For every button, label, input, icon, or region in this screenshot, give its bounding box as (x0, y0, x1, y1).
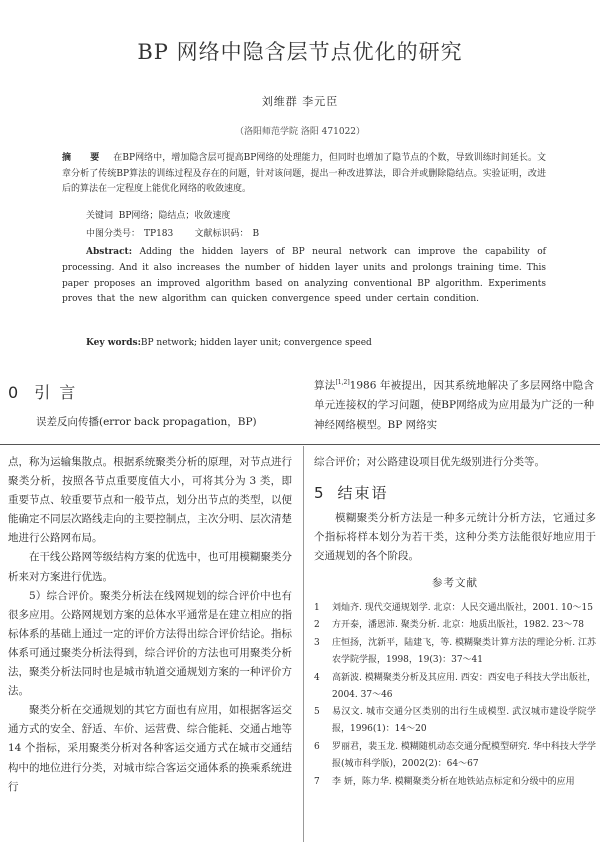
abstract-en (62, 245, 546, 308)
reference-item (314, 670, 596, 704)
section-0-right-text (314, 373, 594, 435)
keywords-zh (86, 208, 230, 221)
section-5-number: 5 (314, 484, 326, 503)
right-paragraph-1: 模糊聚类分析方法是一种多元统计分析方法，它通过多个指标将样本划分为若干类，这种分类方法能很好地应用于交通规划的各个阶段。 (314, 512, 596, 563)
right-column (314, 453, 596, 791)
keywords-en-text: BP network; hidden layer unit; convergence speed (140, 338, 372, 348)
abstract-zh-text: 在BP网络中，增加隐含层可提高BP网络的处理能力，但同时也增加了隐节点的个数，导致训练时间延长。文章分析了传统BP算法的训练过程及存在的问题，针对该问题，提出一种改进算法，即合并或删除隐结点。实验证明，改进后的算法在一定程度上能优化网络的收敛速度。 (62, 153, 547, 194)
doc-code-label: 文献标识码： (194, 229, 249, 239)
column-divider (303, 446, 304, 842)
reference-item (314, 635, 596, 669)
paper-title: BP 网络中隐含层节点优化的研究 (137, 40, 463, 64)
reference-number: 2 (314, 620, 320, 631)
reference-text: 方开泰，潘恩沛. 聚类分析. 北京：地质出版社，1982. 23～78 (332, 620, 584, 631)
clc-value: TP183 (144, 229, 174, 239)
reference-text: 易汉文. 城市交通分区类别的出行生成模型. 武汉城市建设学院学报，1996(1)：14～20 (332, 707, 596, 735)
abstract-zh (62, 151, 546, 198)
section-0-right-pre: 算法 (314, 379, 336, 392)
section-0-heading (8, 380, 77, 403)
section-0-first-line: 误差反向传播(error back propagation，BP) (36, 416, 257, 428)
keywords-en-label: Key words: (86, 338, 141, 348)
reference-item (314, 600, 596, 617)
section-5-heading (314, 484, 596, 503)
reference-text: 罗丽君，裴玉龙. 模糊随机动态交通分配模型研究. 华中科技大学学报(城市科学版)，2002(2)：64～67 (332, 741, 596, 769)
reference-number: 7 (314, 776, 320, 787)
reference-text: 庄恒扬，沈新平，陆建飞，等. 模糊聚类计算方法的理论分析. 江苏农学院学报，1998，19(3)：37～41 (332, 638, 596, 665)
reference-item (314, 617, 596, 634)
reference-number: 1 (314, 602, 320, 613)
references-title: 参考文献 (432, 577, 478, 590)
abstract-en-label: Abstract: (86, 247, 133, 257)
abstract-en-text: Adding the hidden layers of BP neural network can improve the capability of processing. And it also increases the number of hidden layer units and prolongs training time. This paper proposes an improved algorithm based on analyzing conventional BP algorithm. Experiments proves that the new algorithm can quicken convergence speed under certain condition. (62, 247, 546, 305)
authors: 刘维群 李元臣 (261, 95, 339, 108)
right-paragraph-0: 综合评价；对公路建设项目优先级别进行分类等。 (314, 456, 545, 468)
horizontal-divider (0, 444, 600, 445)
reference-item (314, 739, 596, 773)
left-paragraph-2: 在干线公路网等级结构方案的优选中，也可用模糊聚类分析来对方案进行优选。 (8, 551, 292, 583)
keywords-zh-text: BP网络；隐结点；收敛速度 (118, 211, 231, 221)
doc-code-value: B (252, 229, 260, 239)
clc-label: 中图分类号： (86, 229, 141, 239)
reference-number: 5 (314, 707, 320, 718)
reference-number: 4 (314, 672, 320, 683)
reference-item (314, 704, 596, 738)
reference-number: 3 (314, 638, 320, 649)
abstract-zh-label: 摘 要 (62, 153, 108, 163)
classification-line (86, 226, 263, 239)
left-paragraph-3: 5）综合评价。聚类分析法在线网规划的综合评价中也有很多应用。公路网规划方案的总体水平通常是在建立相应的指标体系的基础上通过一定的评价方法得出综合评价结论。指标体系可通过聚类分析法得到，综合评价的方法也可用聚类分析法，聚类分析法同时也是城市轨道交通规划方案的一种评价方法。 (8, 589, 292, 698)
section-5-title: 结束语 (337, 484, 389, 503)
keywords-en (86, 338, 372, 348)
keywords-zh-label: 关键词 (86, 211, 114, 221)
reference-item (314, 774, 596, 791)
reference-list (314, 600, 596, 791)
section-0-number: 0 (8, 383, 21, 402)
left-paragraph-4: 聚类分析在交通规划的其它方面也有应用，如根据客运交通方式的安全、舒适、车价、运营费、综合能耗、交通占地等 14 个指标，采用聚类分析对各种客运交通方式在城市交通结构中的地位进行分类，对城市综合客运交通体系的换乘系统进行 (8, 704, 292, 793)
citation: [1,2] (335, 379, 350, 386)
left-paragraph-1: 点，称为运输集散点。根据系统聚类分析的原理，对节点进行聚类分析，按照各节点重要度值大小，可将其分为 3 类，即重要节点、较重要节点和一般节点，划分出节点的类型，以便能确定不同层次路线走向的主要控制点，主次分明、层次清楚地进行公路网布局。 (8, 456, 292, 545)
reference-text: 李 妍，陈力华. 模糊聚类分析在地铁站点标定和分级中的应用 (332, 776, 575, 787)
reference-text: 高新波. 模糊聚类分析及其应用. 西安：西安电子科技大学出版社，2004. 37～46 (332, 672, 596, 700)
left-column (8, 453, 292, 797)
reference-number: 6 (314, 741, 320, 752)
reference-text: 刘灿齐. 现代交通规划学. 北京：人民交通出版社，2001. 10～15 (332, 602, 593, 613)
affiliation: （洛阳师范学院 洛阳 471022） (234, 127, 366, 137)
section-0-right-rest: 1986 年被提出，因其系统地解决了多层网络中隐含单元连接权的学习问题，使BP网络成为应用最为广泛的一种神经网络模型。BP 网络实 (314, 379, 595, 431)
section-0-title: 引 言 (34, 383, 78, 402)
